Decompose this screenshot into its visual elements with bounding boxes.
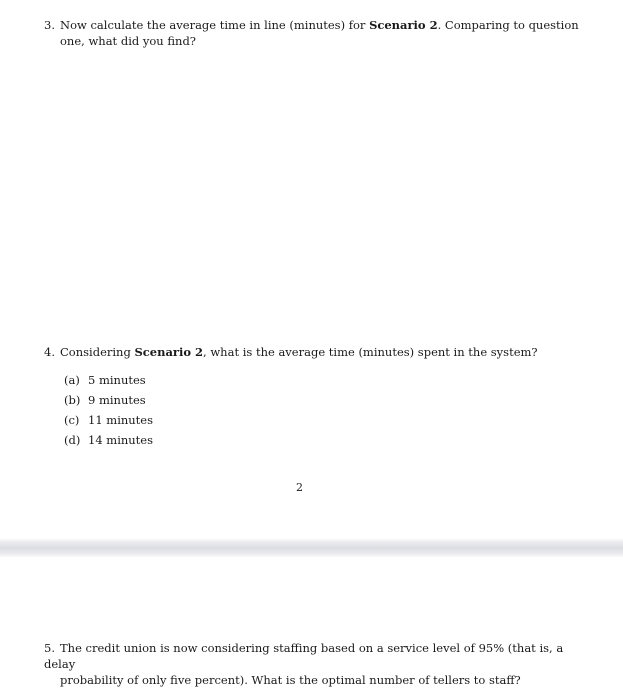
question-number: 4. xyxy=(44,345,55,359)
scenario-bold: Scenario 2 xyxy=(369,18,438,32)
scenario-bold: Scenario 2 xyxy=(134,345,204,359)
question-text: Now calculate the average time in line (minutes) for xyxy=(60,18,370,32)
option-label: (b) xyxy=(64,393,81,407)
question-text: Considering xyxy=(60,345,135,359)
option-text: 14 minutes xyxy=(88,433,154,447)
question-text: The credit union is now considering staffing based on a service level of 95% (that is, a delay xyxy=(44,641,564,671)
option-text: 5 minutes xyxy=(88,373,146,387)
page-number: 2 xyxy=(296,481,303,494)
option-d[interactable] xyxy=(64,430,153,450)
question-text-line2: probability of only five percent). What is the optimal number of tellers to staff? xyxy=(60,673,521,687)
page-break-divider xyxy=(0,538,623,558)
question-text-line2: one, what did you find? xyxy=(60,34,196,48)
question-text-cont: , what is the average time (minutes) spent in the system? xyxy=(203,345,538,359)
question-3 xyxy=(44,17,584,49)
option-b[interactable] xyxy=(64,390,153,410)
option-text: 11 minutes xyxy=(88,413,154,427)
option-a[interactable] xyxy=(64,370,153,390)
option-label: (d) xyxy=(64,433,81,447)
option-text: 9 minutes xyxy=(88,393,146,407)
answer-options xyxy=(64,370,153,450)
question-4 xyxy=(44,344,584,360)
option-label: (c) xyxy=(64,413,80,427)
question-text-cont: . Comparing to question xyxy=(437,18,579,32)
option-c[interactable] xyxy=(64,410,153,430)
question-number: 3. xyxy=(44,18,55,32)
question-5 xyxy=(44,640,584,688)
question-number: 5. xyxy=(44,641,55,655)
option-label: (a) xyxy=(64,373,80,387)
